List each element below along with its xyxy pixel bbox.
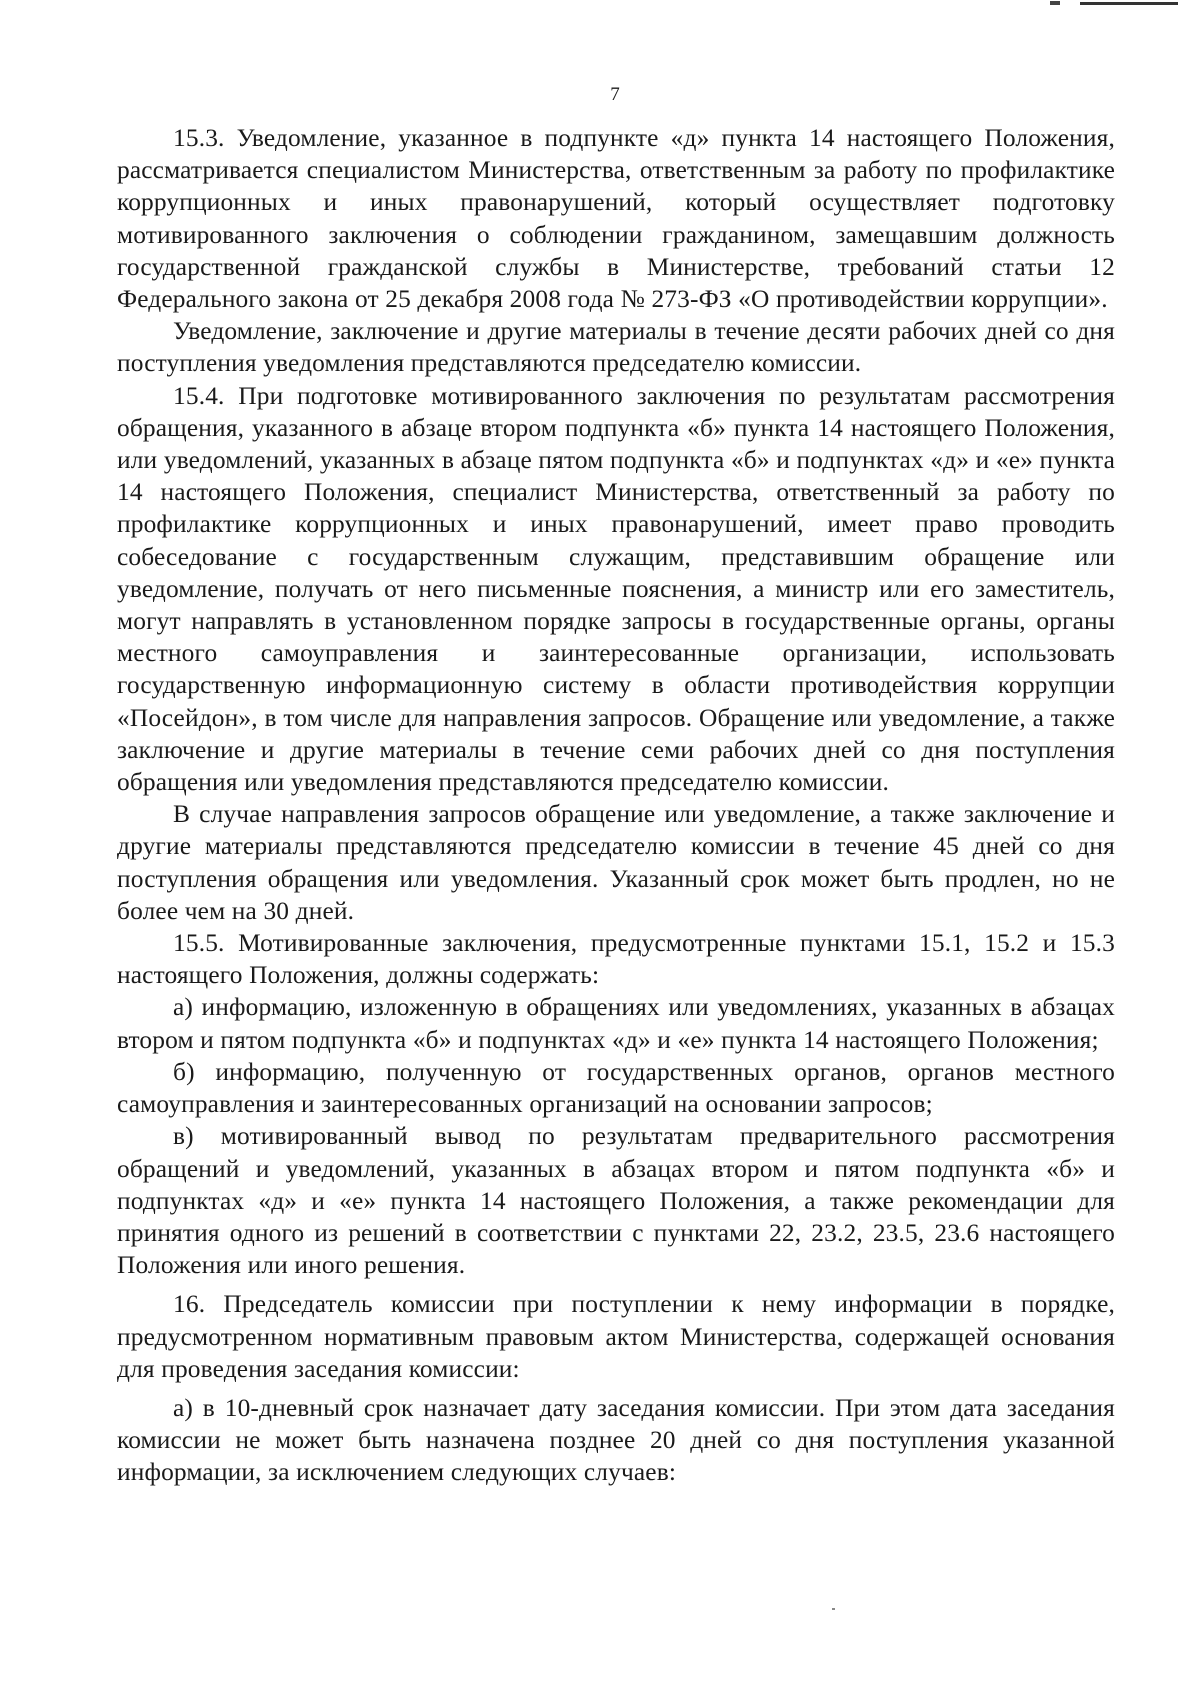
scan-artifact-dot: [1050, 1, 1060, 5]
page-number: 7: [610, 84, 620, 105]
document-body: [117, 122, 1115, 1489]
paragraph-15-3-notice: Уведомление, заключение и другие материалы в течение десяти рабочих дней со дня поступления уведомления представляются председателю комиссии.: [117, 317, 1115, 378]
paragraph-15-5-v: в) мотивированный вывод по результатам предварительного рассмотрения обращений и уведомлений, указанных в абзацах втором и пятом подпункта «б» и подпунктах «д» и «е» пункта 14 настоящего Положения, а также рекомендации для принятия одного из решений в соответствии с пунктами 22, 23.2, 23.5, 23.6 настоящего Положения или иного решения.: [117, 1122, 1115, 1280]
paragraph-16: 16. Председатель комиссии при поступлении к нему информации в порядке, предусмотренном нормативным правовым актом Министерства, содержащей основания для проведения заседания комиссии:: [117, 1290, 1115, 1383]
paragraph-15-4: 15.4. При подготовке мотивированного заключения по результатам рассмотрения обращения, указанного в абзаце втором подпункта «б» пункта 14 настоящего Положения, или уведомлений, указанных в абзаце пятом подпункта «б» и подпунктах «д» и «е» пункта 14 настоящего Положения, специалист Министерства, ответственный за работу по профилактике коррупционных и иных правонарушений, имеет право проводить собеседование с государственным служащим, представившим обращение или уведомление, получать от него письменные пояснения, а министр или его заместитель, могут направлять в установленном порядке запросы в государственные органы, органы местного самоуправления и заинтересованные организации, использовать государственную информационную систему в области противодействия коррупции «Посейдон», в том числе для направления запросов. Обращение или уведомление, а также заключение и другие материалы в течение семи рабочих дней со дня поступления обращения или уведомления представляются председателю комиссии.: [117, 381, 1115, 797]
paragraph-15-3: 15.3. Уведомление, указанное в подпункте «д» пункта 14 настоящего Положения, рассматривается специалистом Министерства, ответственным за работу по профилактике коррупционных и иных правонарушений, который осуществляет подготовку мотивированного заключения о соблюдении гражданином, замещавшим должность государственной гражданской службы в Министерстве, требований статьи 12 Федерального закона от 25 декабря 2008 года № 273-ФЗ «О противодействии коррупции».: [117, 124, 1115, 314]
paragraph-16-a: а) в 10-дневный срок назначает дату заседания комиссии. При этом дата заседания комиссии не может быть назначена позднее 20 дней со дня поступления указанной информации, за исключением следующих случаев:: [117, 1393, 1115, 1487]
scan-artifact-line: [1080, 2, 1178, 5]
scan-speck: [832, 1608, 835, 1610]
paragraph-15-4-requests: В случае направления запросов обращение или уведомление, а также заключение и другие материалы представляются председателю комиссии в течение 45 дней со дня поступления обращения или уведомления. Указанный срок может быть продлен, но не более чем на 30 дней.: [117, 800, 1115, 925]
scan-artifact: [1050, 0, 1180, 8]
paragraph-15-5-a: а) информацию, изложенную в обращениях или уведомлениях, указанных в абзацах втором и пятом подпункта «б» и подпунктах «д» и «е» пункта 14 настоящего Положения;: [117, 993, 1115, 1054]
paragraph-15-5: 15.5. Мотивированные заключения, предусмотренные пунктами 15.1, 15.2 и 15.3 настоящего Положения, должны содержать:: [117, 929, 1115, 990]
paragraph-15-5-b: б) информацию, полученную от государственных органов, органов местного самоуправления и заинтересованных организаций на основании запросов;: [117, 1057, 1115, 1119]
